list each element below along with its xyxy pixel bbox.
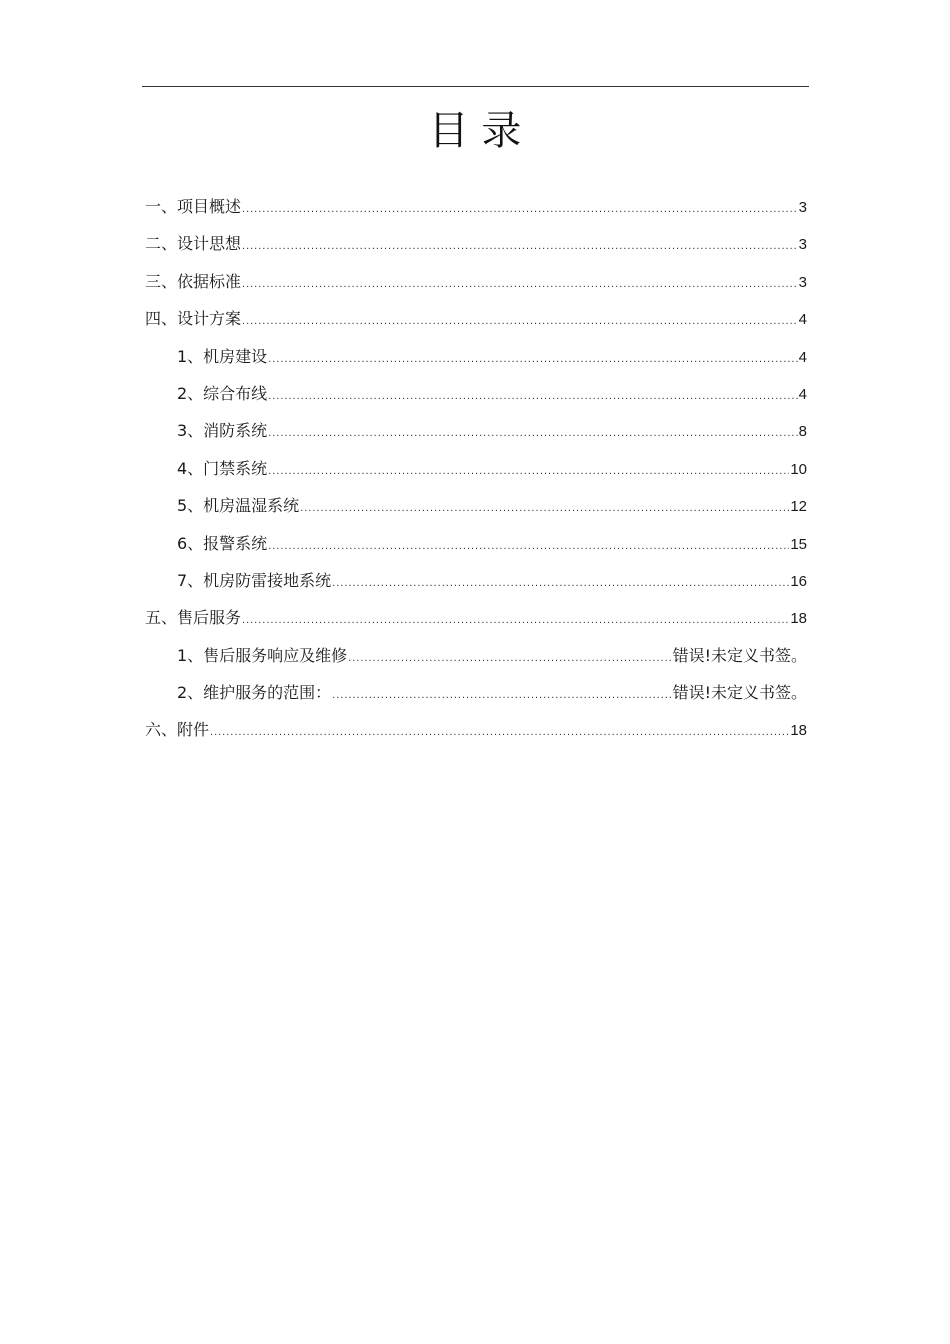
toc-page-number: 3 xyxy=(798,199,807,216)
toc-page-number: 4 xyxy=(798,385,807,403)
toc-dot-leader xyxy=(268,415,797,452)
toc-entry[interactable] xyxy=(145,599,807,636)
toc-entry-label: 7、机房防雷接地系统 xyxy=(177,570,332,590)
toc-page-number: 8 xyxy=(798,423,807,441)
toc-dot-leader xyxy=(300,490,789,527)
toc-page-number: 12 xyxy=(790,498,807,516)
toc-dot-leader xyxy=(242,602,789,639)
toc-page-number: 4 xyxy=(798,348,807,366)
toc-title: 目 录 xyxy=(428,108,522,154)
toc-entry-label: 1、机房建设 xyxy=(177,346,268,366)
toc-dot-leader xyxy=(268,528,789,565)
toc-entry[interactable] xyxy=(145,674,807,711)
toc-entry-label: 2、综合布线 xyxy=(177,383,268,403)
toc-entry[interactable] xyxy=(145,525,807,562)
toc-page-number: 16 xyxy=(790,572,807,590)
toc-entry[interactable] xyxy=(145,338,807,375)
toc-page-number: 10 xyxy=(790,460,807,478)
toc-dot-leader xyxy=(242,191,798,228)
toc-dot-leader xyxy=(268,341,797,378)
toc-entry-label: 二、设计思想 xyxy=(145,234,242,254)
toc-dot-leader xyxy=(268,453,789,490)
toc-page-number: 18 xyxy=(790,610,807,628)
toc-entry[interactable] xyxy=(145,562,807,599)
toc-dot-leader xyxy=(242,266,798,303)
toc-entry-label: 一、项目概述 xyxy=(145,197,242,216)
toc-dot-leader xyxy=(210,714,789,751)
toc-page-number: 18 xyxy=(790,722,807,740)
toc-dot-leader xyxy=(268,378,797,415)
toc-entry[interactable] xyxy=(145,263,807,300)
toc-page-error: 错误!未定义书签。 xyxy=(672,683,807,703)
toc-entry[interactable] xyxy=(145,487,807,524)
toc-entry-label: 4、门禁系统 xyxy=(177,458,268,478)
toc-entry-label: 3、消防系统 xyxy=(177,421,268,441)
toc-entry[interactable] xyxy=(145,188,807,225)
toc-page-number: 4 xyxy=(798,311,807,329)
toc-entry-label: 2、维护服务的范围： xyxy=(177,683,332,703)
toc-entry[interactable] xyxy=(145,450,807,487)
toc-dot-leader xyxy=(242,228,798,265)
toc-entry[interactable] xyxy=(145,412,807,449)
toc-entry-label: 四、设计方案 xyxy=(145,309,242,329)
toc-entry[interactable] xyxy=(145,711,807,748)
toc-entry[interactable] xyxy=(145,637,807,674)
toc-entry[interactable] xyxy=(145,375,807,412)
toc-page-number: 3 xyxy=(798,273,807,291)
toc-entry-label: 五、售后服务 xyxy=(145,608,242,628)
toc-page-error: 错误!未定义书签。 xyxy=(672,645,807,665)
toc-entry[interactable] xyxy=(145,225,807,262)
toc-page-number: 3 xyxy=(798,236,807,254)
toc-entry-label: 5、机房温湿系统 xyxy=(177,496,300,516)
toc-dot-leader xyxy=(332,677,671,714)
toc-dot-leader xyxy=(332,565,789,602)
toc-entry[interactable] xyxy=(145,300,807,337)
toc-entry-label: 六、附件 xyxy=(145,720,210,740)
header-rule xyxy=(142,86,809,87)
toc-dot-leader xyxy=(348,640,671,677)
table-of-contents xyxy=(145,188,807,749)
toc-entry-label: 1、售后服务响应及维修 xyxy=(177,645,348,665)
toc-entry-label: 三、依据标准 xyxy=(145,271,242,291)
toc-dot-leader xyxy=(242,303,798,340)
toc-page-number: 15 xyxy=(790,535,807,553)
toc-entry-label: 6、报警系统 xyxy=(177,533,268,553)
